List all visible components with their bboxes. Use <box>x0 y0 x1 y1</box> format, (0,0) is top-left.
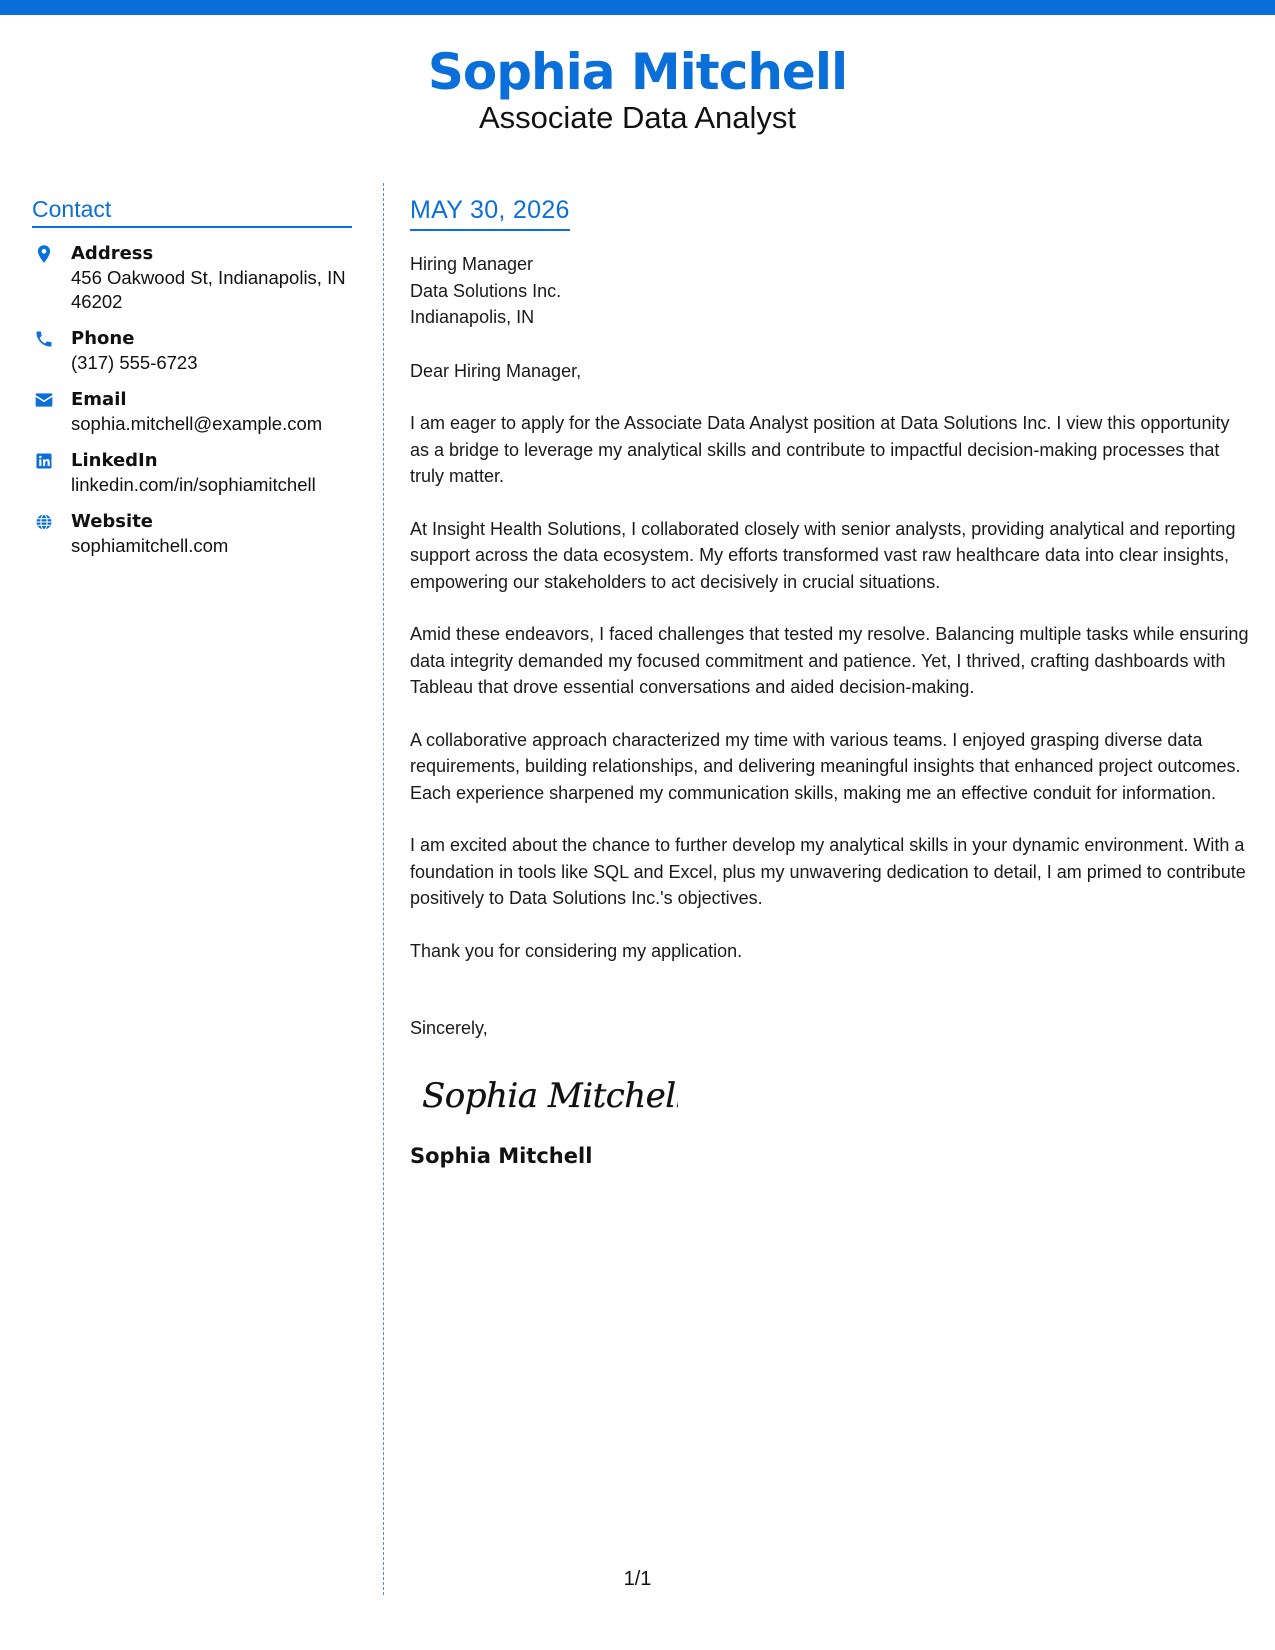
contact-value: linkedin.com/in/sophiamitchell <box>71 474 316 495</box>
contact-address <box>32 242 352 314</box>
contact-value: 456 Oakwood St, Indianapolis, IN <box>71 267 346 288</box>
contact-email <box>32 388 352 436</box>
phone-icon <box>34 329 54 349</box>
letter-paragraph: A collaborative approach characterized my time with various teams. I enjoyed grasping diverse data requirements, building relationships, and delivering meaningful insights that enhanced project outcomes. Each experience sharpened my communication skills, making me an effective conduit for information. <box>410 729 1241 803</box>
recipient-line: Indianapolis, IN <box>410 307 535 327</box>
contact-phone <box>32 327 352 375</box>
contact-linkedin <box>32 449 352 497</box>
contact-website <box>32 510 352 558</box>
top-accent-bar <box>0 0 1275 15</box>
contact-label: LinkedIn <box>71 450 158 471</box>
linkedin-icon <box>34 451 54 471</box>
letter-paragraph: At Insight Health Solutions, I collaborated closely with senior analysts, providing analytical and reporting support across the data ecosystem. My efforts transformed vast raw healthcare data into clear insights, empowering our stakeholders to act decisively in crucial situations. <box>410 518 1236 592</box>
letter-paragraph: Amid these endeavors, I faced challenges that tested my resolve. Balancing multiple tasks while ensuring data integrity demanded my focused commitment and patience. Yet, I thrived, crafting dashboards with Tableau that drove essential conversations and aided decision-making. <box>410 624 1249 697</box>
handwritten-signature <box>418 1059 678 1129</box>
greeting: Dear Hiring Manager, <box>410 360 582 381</box>
column-divider <box>383 183 384 1595</box>
contact-sidebar <box>32 196 352 571</box>
page-number: 1/1 <box>623 1568 652 1590</box>
candidate-role: Associate Data Analyst <box>478 100 797 135</box>
header <box>0 40 1275 136</box>
contact-value: (317) 555-6723 <box>71 352 198 373</box>
candidate-name: Sophia Mitchell <box>427 43 848 101</box>
envelope-icon <box>34 390 54 410</box>
letter-body <box>410 196 1250 1168</box>
contact-label: Phone <box>71 328 135 349</box>
contact-heading: Contact <box>32 196 352 228</box>
map-pin-icon <box>34 244 54 264</box>
signer-name: Sophia Mitchell <box>410 1144 593 1168</box>
closing: Sincerely, <box>410 1018 488 1038</box>
globe-icon <box>34 512 54 532</box>
letter-paragraph: Thank you for considering my application. <box>410 940 743 961</box>
contact-label: Address <box>71 243 154 264</box>
letter-paragraph: I am eager to apply for the Associate Data Analyst position at Data Solutions Inc. I view this opportunity as a bridge to leverage my analytical skills and contribute to impactful decision-making processes that truly matter. <box>410 413 1230 486</box>
signature-text: Sophia Mitchell <box>422 1076 678 1116</box>
contact-label: Website <box>71 511 154 532</box>
contact-value: sophia.mitchell@example.com <box>71 413 323 434</box>
recipient-block <box>410 251 1250 331</box>
contact-value: sophiamitchell.com <box>71 535 229 556</box>
recipient-line: Data Solutions Inc. <box>410 280 562 301</box>
contact-value: 46202 <box>71 291 123 312</box>
recipient-line: Hiring Manager <box>410 254 534 274</box>
contact-label: Email <box>71 389 127 410</box>
letter-date: MAY 30, 2026 <box>410 196 570 231</box>
letter-paragraph: I am excited about the chance to further develop my analytical skills in your dynamic environment. With a foundation in tools like SQL and Excel, plus my unwavering dedication to detail, I am primed to contribute positively to Data Solutions Inc.'s objectives. <box>410 835 1246 908</box>
